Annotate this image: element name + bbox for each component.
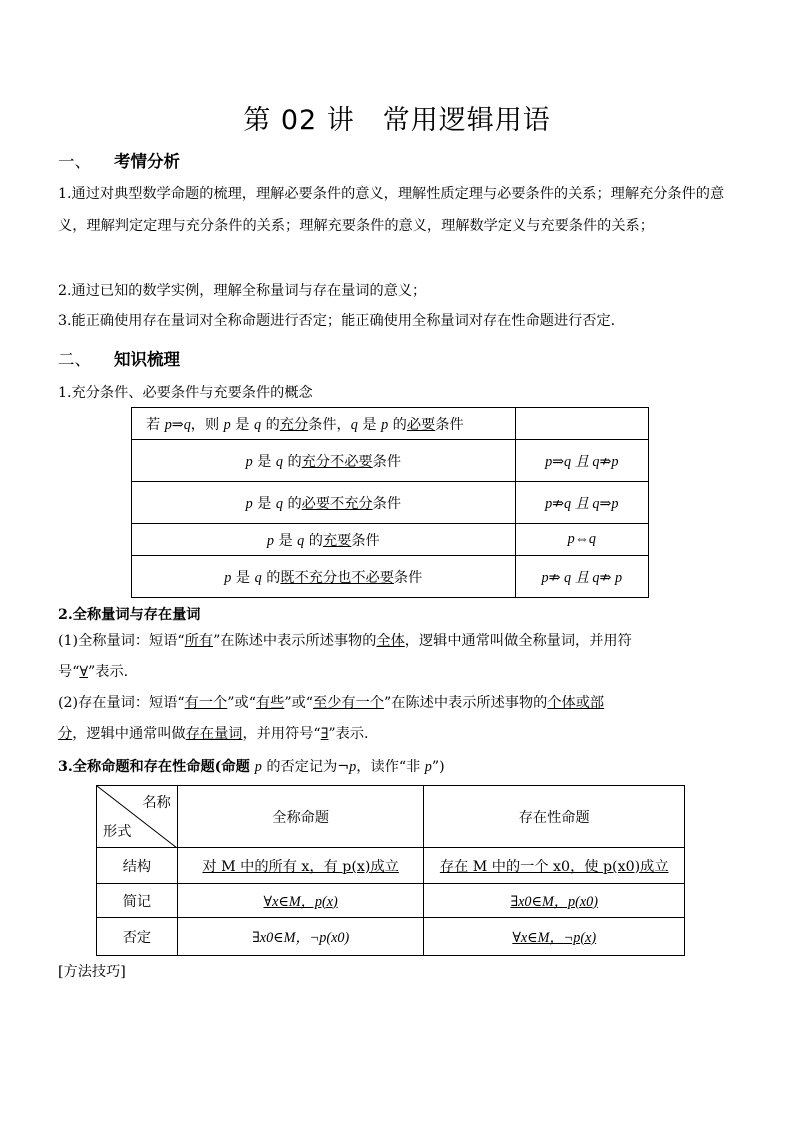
existential-quantifier-text: (2)存在量词：短语“有一个”或“有些”或“至少有一个”在陈述中表示所述事物的个体或部 bbox=[58, 695, 605, 711]
table-cell: p⇔q bbox=[515, 524, 648, 556]
knowledge-heading-3: 3.全称命题和存在性命题(命题 p 的否定记为¬p，读作“非 p”) bbox=[58, 759, 445, 775]
table-cell: p⇏ q 且 q⇏ p bbox=[515, 556, 648, 598]
row-label: 否定 bbox=[97, 918, 178, 956]
corner-bottom-label: 形式 bbox=[103, 824, 132, 840]
table-cell: ∃x0∈M，p(x0) bbox=[424, 884, 685, 918]
table-cell: p 是 q 的既不充分也不必要条件 bbox=[132, 556, 516, 598]
analysis-item-1: 1.通过对典型数学命题的梳理，理解必要条件的意义，理解性质定理与必要条件的关系；理解充分条件的意义，理解判定定理与充分条件的关系；理解充要条件的意义，理解数学定义与充要条件的关系； bbox=[58, 186, 725, 234]
table-row bbox=[132, 556, 649, 598]
method-tips-heading: [方法技巧] bbox=[58, 964, 126, 980]
page-title bbox=[0, 98, 794, 137]
table-cell bbox=[515, 408, 648, 440]
table-cell: 若 p⇒q，则 p 是 q 的充分条件，q 是 p 的必要条件 bbox=[132, 408, 516, 440]
table-row bbox=[97, 848, 685, 884]
corner-top-label: 名称 bbox=[142, 795, 171, 811]
lesson-number: 第 02 讲 bbox=[243, 105, 355, 136]
section-heading-2: 二、 知识梳理 bbox=[58, 350, 180, 369]
existential-quantifier-text-2: 分，逻辑中通常叫做存在量词，并用符号“∃”表示. bbox=[58, 726, 369, 742]
table-row bbox=[132, 408, 649, 440]
row-label: 简记 bbox=[97, 884, 178, 918]
table-cell: ∀x∈M，¬p(x) bbox=[424, 918, 685, 956]
table-cell: p 是 q 的充分不必要条件 bbox=[132, 440, 516, 482]
table-cell: 存在 M 中的一个 x0，使 p(x0)成立 bbox=[424, 848, 685, 884]
table-cell: ∀x∈M，p(x) bbox=[177, 884, 424, 918]
condition-table bbox=[131, 407, 649, 598]
analysis-item-3: 3.能正确使用存在量词对全称命题进行否定；能正确使用全称量词对存在性命题进行否定. bbox=[58, 313, 616, 329]
table-corner-cell bbox=[97, 786, 178, 848]
row-label: 结构 bbox=[97, 848, 178, 884]
proposition-table bbox=[96, 785, 685, 956]
knowledge-heading-1: 1.充分条件、必要条件与充要条件的概念 bbox=[58, 385, 313, 401]
universal-quantifier-text-2: 号“∀”表示. bbox=[58, 664, 129, 680]
table-row bbox=[97, 918, 685, 956]
table-row bbox=[97, 786, 685, 848]
table-cell: 对 M 中的所有 x，有 p(x)成立 bbox=[177, 848, 424, 884]
table-row bbox=[132, 440, 649, 482]
universal-quantifier-text: (1)全称量词：短语“所有”在陈述中表示所述事物的全体，逻辑中通常叫做全称量词，并用符 bbox=[58, 633, 632, 649]
analysis-item-2: 2.通过已知的数学实例，理解全称量词与存在量词的意义； bbox=[58, 283, 427, 299]
knowledge-heading-2: 2.全称量词与存在量词 bbox=[58, 607, 201, 623]
column-header: 存在性命题 bbox=[424, 786, 685, 848]
table-cell: p⇏q 且 q⇒p bbox=[515, 482, 648, 524]
table-row bbox=[132, 524, 649, 556]
table-cell: ∃x0∈M，¬p(x0) bbox=[177, 918, 424, 956]
table-cell: p 是 q 的充要条件 bbox=[132, 524, 516, 556]
table-row bbox=[132, 482, 649, 524]
table-row bbox=[97, 884, 685, 918]
section-heading-1: 一、 考情分析 bbox=[58, 152, 180, 171]
table-cell: p⇒q 且 q⇏p bbox=[515, 440, 648, 482]
lesson-title: 常用逻辑用语 bbox=[382, 105, 551, 136]
table-cell: p 是 q 的必要不充分条件 bbox=[132, 482, 516, 524]
column-header: 全称命题 bbox=[177, 786, 424, 848]
